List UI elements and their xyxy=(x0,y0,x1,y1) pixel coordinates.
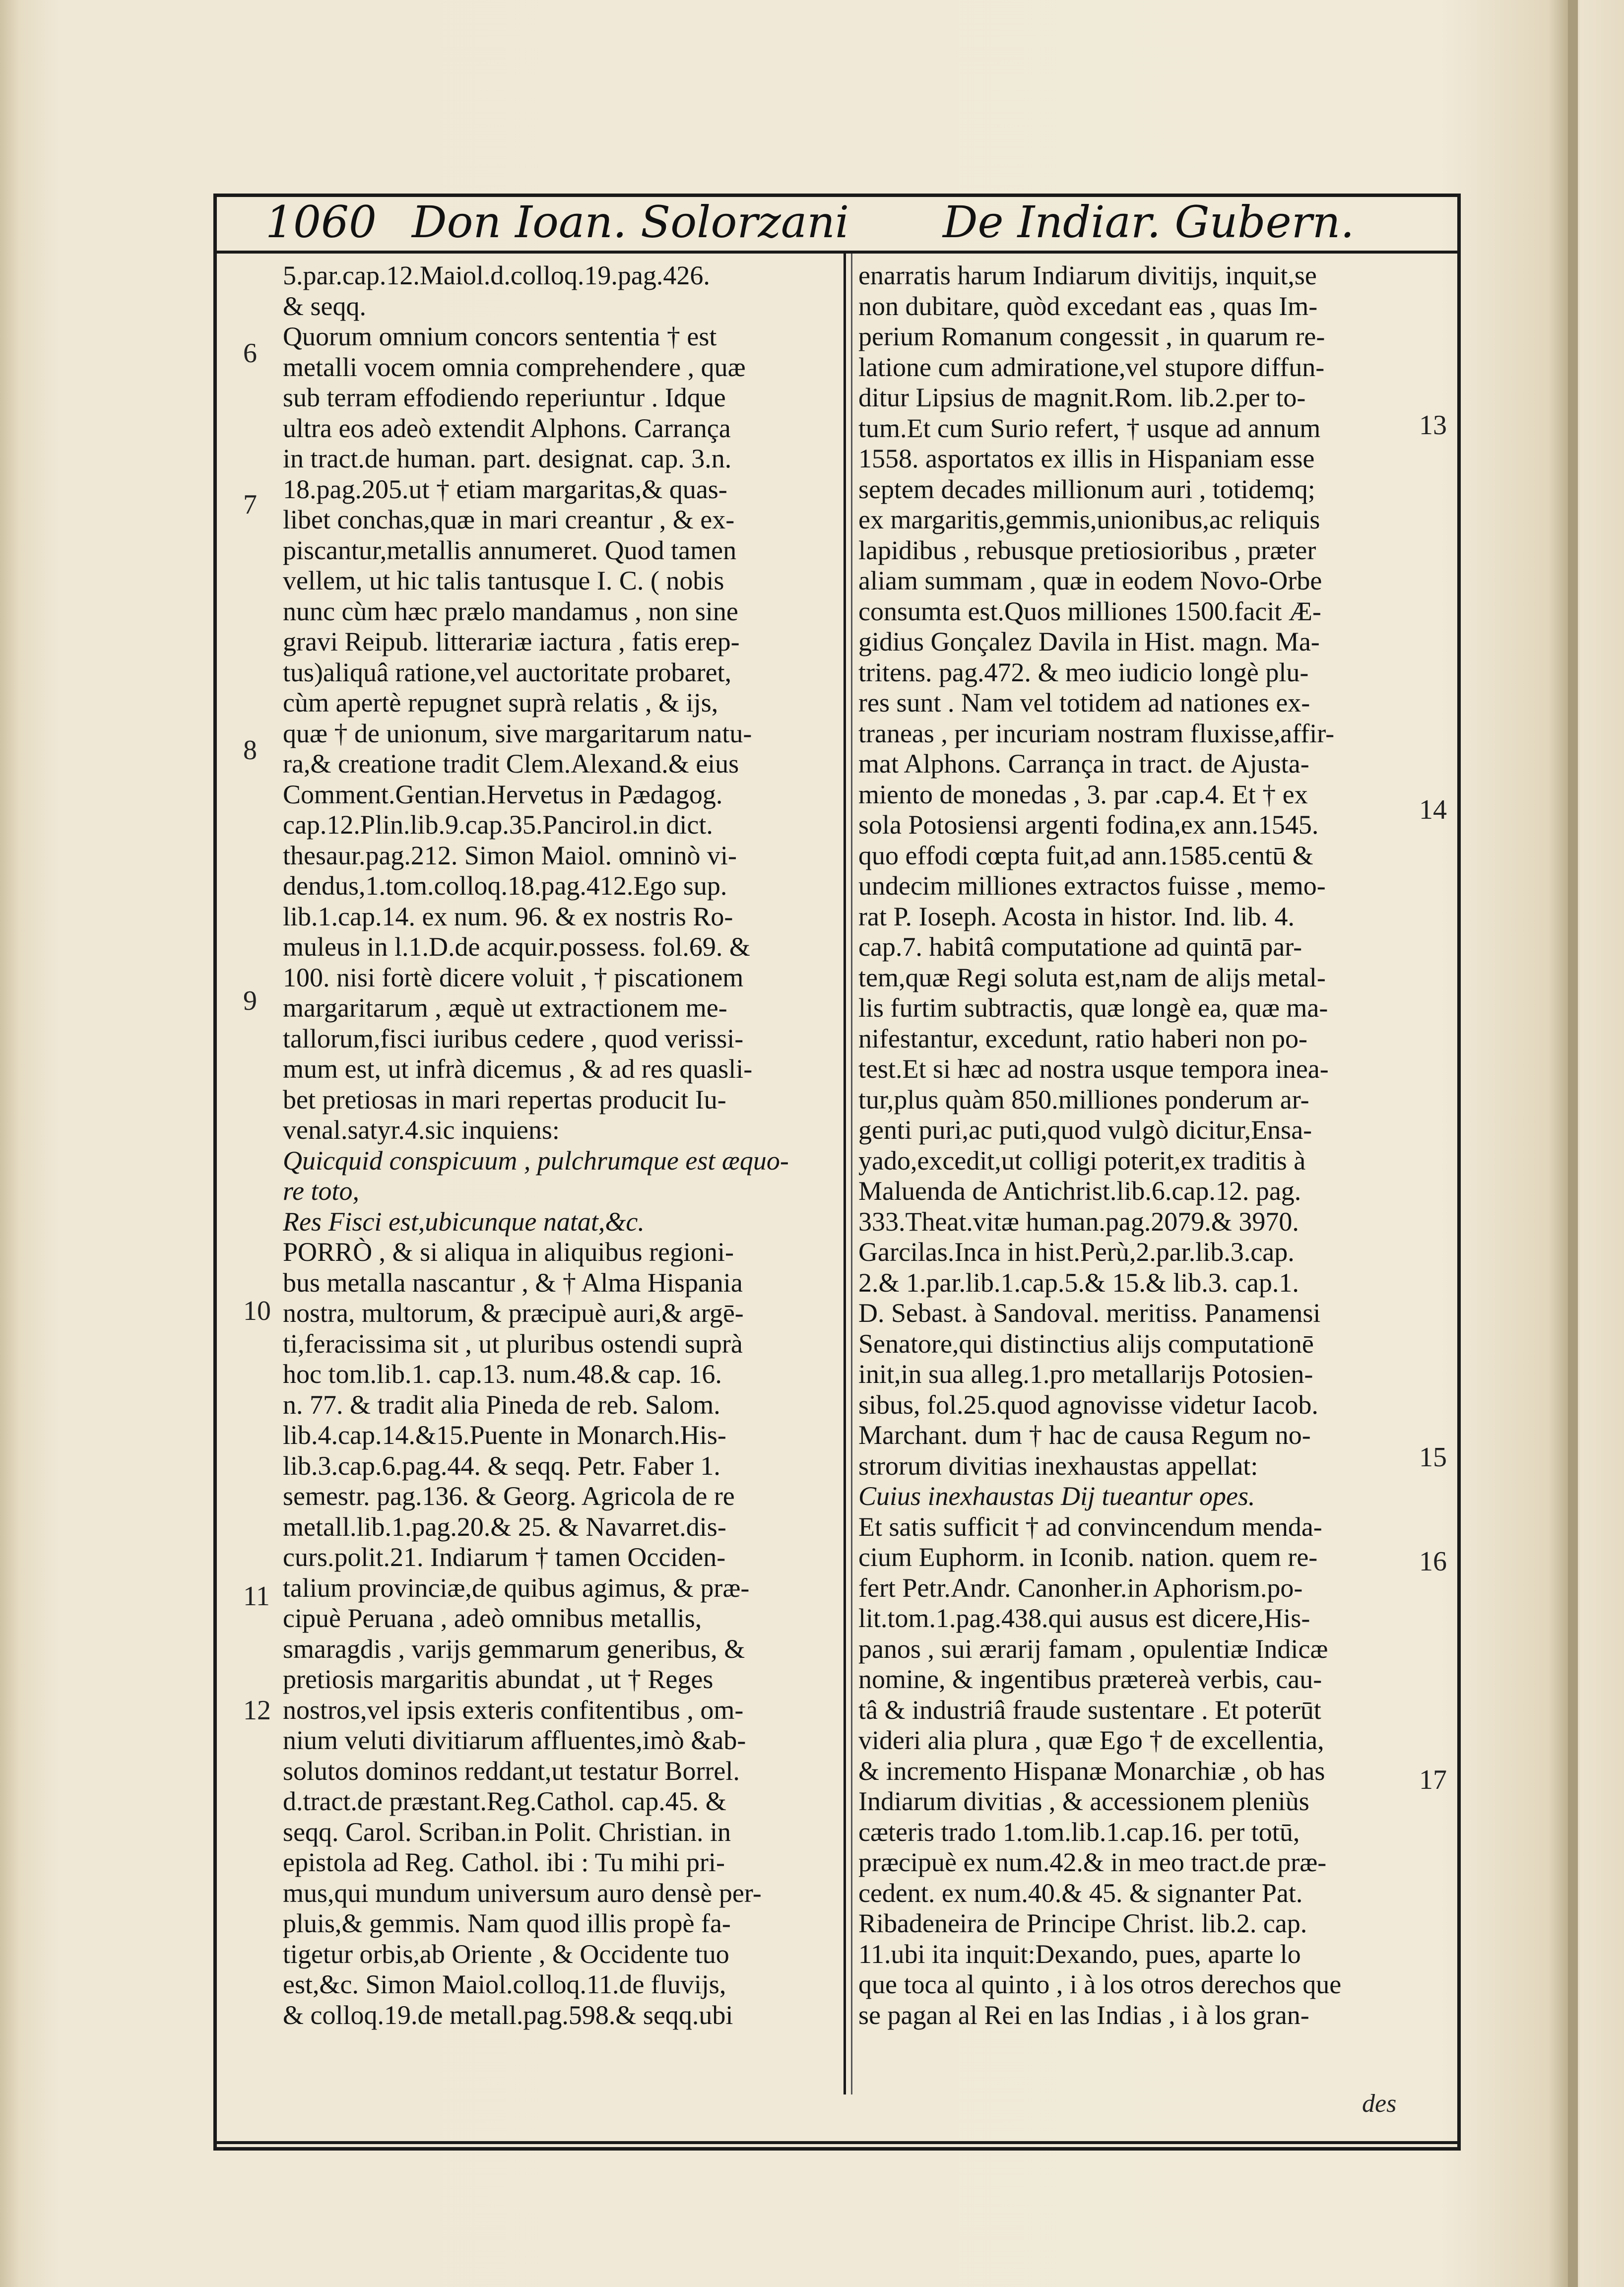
text-line: præcipuè ex num.42.& in meo tract.de præ- xyxy=(858,1847,1327,1877)
text-line: venal.satyr.4.sic inquiens: xyxy=(283,1115,560,1145)
text-line: thesaur.pag.212. Simon Maiol. omninò vi- xyxy=(283,840,737,870)
text-line: strorum divitias inexhaustas appellat: xyxy=(858,1450,1258,1481)
margin-note-number: 15 xyxy=(1419,1442,1447,1473)
text-line: re toto, xyxy=(283,1176,359,1206)
running-head-author: Don Ioan. Solorzani xyxy=(412,196,849,248)
margin-note-number: 14 xyxy=(1419,794,1447,825)
text-line: sibus, fol.25.quod agnovisse videtur Iacob. xyxy=(858,1389,1318,1420)
text-line: aliam summam , quæ in eodem Novo-Orbe xyxy=(858,566,1322,595)
text-line: smaragdis , varijs gemmarum generibus, & xyxy=(283,1634,745,1664)
text-line: test.Et si hæc ad nostra usque tempora inea- xyxy=(858,1054,1329,1084)
header-rule xyxy=(213,251,1461,254)
text-line: pretiosis margaritis abundat , ut † Reges xyxy=(283,1664,714,1694)
catchword: des xyxy=(1362,2090,1397,2118)
text-line: pluis,& gemmis. Nam quod illis propè fa- xyxy=(283,1908,731,1938)
text-line: Cuius inexhaustas Dij tueantur opes. xyxy=(858,1481,1255,1511)
text-line: init,in sua alleg.1.pro metallarijs Potosien- xyxy=(858,1359,1313,1389)
text-line: Comment.Gentian.Hervetus in Pædagog. xyxy=(283,779,723,809)
text-line: quo effodi cœpta fuit,ad ann.1585.centū & xyxy=(858,840,1313,870)
left-column xyxy=(283,261,829,2030)
column-rule xyxy=(844,254,846,2094)
text-line: gravi Reipub. litterariæ iactura , fatis erep- xyxy=(283,627,740,656)
text-line: bus metalla nascantur , & † Alma Hispania xyxy=(283,1267,743,1298)
text-line: panos , sui ærarij famam , opulentiæ Indicæ xyxy=(858,1634,1328,1664)
text-line: videri alia plura , quæ Ego † de excellentia, xyxy=(858,1725,1324,1755)
text-line: Maluenda de Antichrist.lib.6.cap.12. pag. xyxy=(858,1176,1301,1206)
margin-note-number: 9 xyxy=(243,985,257,1016)
text-line: traneas , per incuriam nostram fluxisse,affir- xyxy=(858,718,1335,748)
text-line: nomine, & ingentibus prætereà verbis, cau- xyxy=(858,1664,1322,1694)
page-edge xyxy=(1568,0,1578,2287)
text-line: gidius Gonçalez Davila in Hist. magn. Ma- xyxy=(858,627,1320,656)
text-line: talium provinciæ,de quibus agimus, & præ- xyxy=(283,1572,750,1603)
text-line: hoc tom.lib.1. cap.13. num.48.& cap. 16. xyxy=(283,1359,722,1389)
text-line: cium Euphorm. in Iconib. nation. quem re- xyxy=(858,1542,1318,1572)
text-line: metalli vocem omnia comprehendere , quæ xyxy=(283,352,746,382)
text-line: & incremento Hispanæ Monarchiæ , ob has xyxy=(858,1756,1325,1786)
text-line: rat P. Ioseph. Acosta in histor. Ind. lib. 4. xyxy=(858,901,1295,931)
text-line: nium veluti divitiarum affluentes,imò &ab- xyxy=(283,1725,746,1755)
text-line: lib.1.cap.14. ex num. 96. & ex nostris Ro- xyxy=(283,901,733,931)
text-line: D. Sebast. à Sandoval. meritiss. Panamensi xyxy=(858,1298,1321,1328)
text-line: cùm apertè repugnet suprà relatis , & ijs, xyxy=(283,688,718,718)
text-line: mat Alphons. Carrança in tract. de Ajusta- xyxy=(858,749,1309,779)
text-line: mum est, ut infrà dicemus , & ad res quasli- xyxy=(283,1054,753,1084)
text-line: tâ & industriâ fraude sustentare . Et poterūt xyxy=(858,1695,1321,1725)
text-line: mus,qui mundum universum auro densè per- xyxy=(283,1878,762,1908)
text-line: enarratis harum Indiarum divitijs, inquit,se xyxy=(858,261,1317,290)
text-line: lib.3.cap.6.pag.44. & seqq. Petr. Faber 1. xyxy=(283,1450,720,1481)
running-head-title: De Indiar. Gubern. xyxy=(943,196,1355,248)
text-line: genti puri,ac puti,quod vulgò dicitur,Ensa- xyxy=(858,1115,1312,1145)
bottom-rule xyxy=(213,2141,1461,2144)
text-line: Quicquid conspicuum , pulchrumque est æquo- xyxy=(283,1145,789,1176)
text-line: solutos dominos reddant,ut testatur Borrel. xyxy=(283,1756,740,1786)
text-line: curs.polit.21. Indiarum † tamen Occiden- xyxy=(283,1542,726,1572)
text-line: seqq. Carol. Scriban.in Polit. Christian. in xyxy=(283,1817,731,1847)
text-line: undecim milliones extractos fuisse , memo- xyxy=(858,871,1326,901)
text-line: 100. nisi fortè dicere voluit , † piscationem xyxy=(283,962,744,992)
text-line: latione cum admiratione,vel stupore diffun- xyxy=(858,352,1325,382)
page-number: 1060 xyxy=(265,196,377,248)
text-line: margaritarum , æquè ut extractionem me- xyxy=(283,993,727,1023)
text-line: epistola ad Reg. Cathol. ibi : Tu mihi pri- xyxy=(283,1847,725,1877)
text-line: Quorum omnium concors sententia † est xyxy=(283,322,717,351)
text-line: metall.lib.1.pag.20.& 25. & Navarret.dis- xyxy=(283,1511,726,1542)
text-line: sola Potosiensi argenti fodina,ex ann.1545. xyxy=(858,810,1319,840)
text-line: 18.pag.205.ut † etiam margaritas,& quas- xyxy=(283,474,727,504)
text-line: Indiarum divitias , & accessionem pleniùs xyxy=(858,1786,1309,1816)
text-line: ra,& creatione tradit Clem.Alexand.& eius xyxy=(283,749,739,779)
text-line: cap.7. habitâ computatione ad quintā par- xyxy=(858,932,1302,962)
text-line: d.tract.de præstant.Reg.Cathol. cap.45. & xyxy=(283,1786,726,1816)
text-line: semestr. pag.136. & Georg. Agricola de re xyxy=(283,1481,735,1511)
text-line: 5.par.cap.12.Maiol.d.colloq.19.pag.426. xyxy=(283,261,710,290)
text-line: nifestantur, excedunt, ratio haberi non po- xyxy=(858,1023,1308,1053)
text-line: ex margaritis,gemmis,unionibus,ac reliquis xyxy=(858,505,1320,534)
text-line: muleus in l.1.D.de acquir.possess. fol.69. & xyxy=(283,932,750,962)
text-line: se pagan al Rei en las Indias , i à los gran- xyxy=(858,2000,1309,2030)
text-line: n. 77. & tradit alia Pineda de reb. Salom. xyxy=(283,1389,720,1420)
text-line: nunc cùm hæc prælo mandamus , non sine xyxy=(283,596,738,626)
margin-note-number: 17 xyxy=(1419,1764,1447,1795)
text-line: est,&c. Simon Maiol.colloq.11.de fluvijs, xyxy=(283,1969,726,1999)
text-line: lis furtim subtractis, quæ longè ea, quæ ma- xyxy=(858,993,1328,1023)
text-line: sub terram effodiendo reperiuntur . Idque xyxy=(283,383,726,412)
margin-note-number: 8 xyxy=(243,735,257,766)
text-line: nostra, multorum, & præcipuè auri,& argē- xyxy=(283,1298,744,1328)
text-line: miento de monedas , 3. par .cap.4. Et † ex xyxy=(858,779,1308,809)
text-line: tallorum,fisci iuribus cedere , quod verissi- xyxy=(283,1023,744,1053)
text-line: cipuè Peruana , adeò omnibus metallis, xyxy=(283,1603,702,1633)
text-line: vellem, ut hic talis tantusque I. C. ( nobis xyxy=(283,566,724,595)
text-line: consumta est.Quos milliones 1500.facit Æ- xyxy=(858,596,1321,626)
text-line: lit.tom.1.pag.438.qui ausus est dicere,His- xyxy=(858,1603,1310,1633)
text-line: PORRÒ , & si aliqua in aliquibus regioni- xyxy=(283,1237,734,1267)
text-line: Garcilas.Inca in hist.Perù,2.par.lib.3.cap. xyxy=(858,1237,1295,1267)
text-line: res sunt . Nam vel totidem ad nationes ex- xyxy=(858,688,1310,718)
text-line: tur,plus quàm 850.milliones ponderum ar- xyxy=(858,1084,1309,1114)
text-line: Senatore,qui distinctius alijs computationē xyxy=(858,1328,1314,1359)
text-line: que toca al quinto , i à los otros derechos que xyxy=(858,1969,1342,1999)
text-line: tus)aliquâ ratione,vel auctoritate probaret, xyxy=(283,657,732,687)
text-line: Res Fisci est,ubicunque natat,&c. xyxy=(283,1206,645,1237)
text-line: ultra eos adeò extendit Alphons. Carrança xyxy=(283,413,731,443)
text-line: tem,quæ Regi soluta est,nam de alijs metal- xyxy=(858,962,1326,992)
text-line: 2.& 1.par.lib.1.cap.5.& 15.& lib.3. cap.1. xyxy=(858,1267,1299,1298)
text-line: bet pretiosas in mari repertas producit Iu- xyxy=(283,1084,726,1114)
text-line: cedent. ex num.40.& 45. & signanter Pat. xyxy=(858,1878,1303,1908)
margin-note-number: 13 xyxy=(1419,410,1447,441)
text-line: lib.4.cap.14.&15.Puente in Monarch.His- xyxy=(283,1420,726,1450)
text-line: tum.Et cum Surio refert, † usque ad annum xyxy=(858,413,1321,443)
text-line: & seqq. xyxy=(283,291,366,321)
margin-note-number: 10 xyxy=(243,1296,271,1326)
text-line: ditur Lipsius de magnit.Rom. lib.2.per to- xyxy=(858,383,1306,412)
text-line: Ribadeneira de Principe Christ. lib.2. cap. xyxy=(858,1908,1307,1938)
text-line: Marchant. dum † hac de causa Regum no- xyxy=(858,1420,1311,1450)
margin-note-number: 6 xyxy=(243,338,257,369)
margin-note-number: 11 xyxy=(243,1581,270,1612)
column-rule-inner xyxy=(851,254,852,2094)
text-line: 333.Theat.vitæ human.pag.2079.& 3970. xyxy=(858,1206,1299,1237)
text-line: dendus,1.tom.colloq.18.pag.412.Ego sup. xyxy=(283,871,727,901)
text-line: nostros,vel ipsis exteris confitentibus , om- xyxy=(283,1695,744,1725)
text-line: cæteris trado 1.tom.lib.1.cap.16. per totū, xyxy=(858,1817,1300,1847)
text-line: in tract.de human. part. designat. cap. 3.n. xyxy=(283,444,732,473)
text-line: yado,excedit,ut colligi poterit,ex traditis à xyxy=(858,1145,1306,1176)
text-line: lapidibus , rebusque pretiosioribus , præter xyxy=(858,535,1316,565)
text-line: quæ † de unionum, sive margaritarum natu- xyxy=(283,718,752,748)
text-line: ti,feracissima sit , ut pluribus ostendi suprà xyxy=(283,1328,743,1359)
right-column xyxy=(858,261,1404,2030)
text-line: septem decades millionum auri , totidemq; xyxy=(858,474,1315,504)
text-line: libet conchas,quæ in mari creantur , & ex- xyxy=(283,505,735,534)
text-line: non dubitare, quòd excedant eas , quas Im- xyxy=(858,291,1318,321)
margin-note-number: 7 xyxy=(243,489,257,520)
text-line: perium Romanum congessit , in quarum re- xyxy=(858,322,1325,351)
text-line: 1558. asportatos ex illis in Hispaniam esse xyxy=(858,444,1315,473)
text-line: tritens. pag.472. & meo iudicio longè plu- xyxy=(858,657,1309,687)
text-line: piscantur,metallis annumeret. Quod tamen xyxy=(283,535,737,565)
text-line: cap.12.Plin.lib.9.cap.35.Pancirol.in dict. xyxy=(283,810,713,840)
text-line: tigetur orbis,ab Oriente , & Occidente tuo xyxy=(283,1939,729,1969)
text-line: fert Petr.Andr. Canonher.in Aphorism.po- xyxy=(858,1572,1303,1603)
text-line: 11.ubi ita inquit:Dexando, pues, aparte lo xyxy=(858,1939,1301,1969)
margin-note-number: 16 xyxy=(1419,1546,1447,1577)
margin-note-number: 12 xyxy=(243,1695,271,1726)
text-line: & colloq.19.de metall.pag.598.& seqq.ubi xyxy=(283,2000,733,2030)
text-line: Et satis sufficit † ad convincendum menda- xyxy=(858,1511,1322,1542)
